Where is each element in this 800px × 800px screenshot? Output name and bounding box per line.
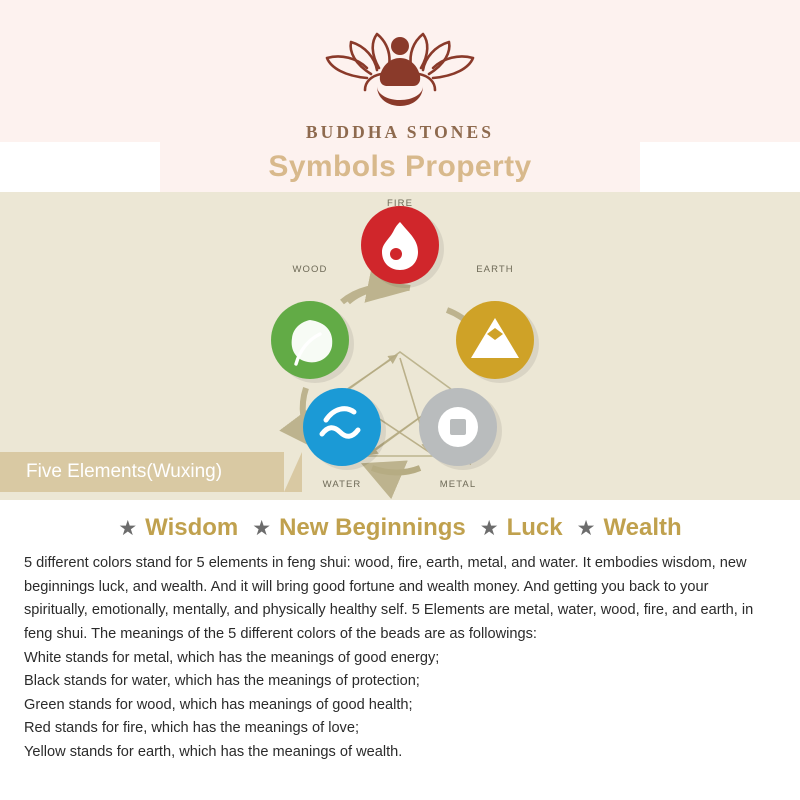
keyword-item	[480, 514, 563, 542]
keyword-label: Luck	[506, 514, 563, 541]
brand-name: BUDDHA STONES	[305, 122, 495, 142]
keywords-row	[24, 500, 776, 548]
body-content	[0, 500, 800, 800]
keyword-label: Wisdom	[145, 514, 239, 541]
node-earth	[456, 264, 539, 383]
node-water	[303, 388, 386, 490]
keyword-item	[252, 514, 466, 542]
star-icon: ★	[576, 516, 596, 540]
meaning-line: White stands for metal, which has the meanings of good energy;	[24, 649, 440, 666]
keyword-item	[118, 514, 238, 542]
ribbon-tail	[284, 452, 302, 492]
keyword-item	[577, 514, 682, 542]
meaning-line: Yellow stands for earth, which has the meanings of wealth.	[24, 744, 403, 761]
keyword-label: Wealth	[603, 514, 682, 541]
star-icon: ★	[118, 516, 138, 540]
section-label: Five Elements(Wuxing)	[26, 461, 223, 482]
node-label-fire: FIRE	[386, 198, 414, 209]
brand-logo-block	[0, 24, 800, 143]
svg-text:WATER: WATER	[322, 479, 362, 490]
lotus-meditation-logo-icon	[315, 24, 485, 116]
star-icon: ★	[252, 516, 272, 540]
section-label-ribbon	[0, 452, 284, 492]
header	[0, 0, 800, 192]
star-icon: ★	[479, 516, 499, 540]
description-paragraph: 5 different colors stand for 5 elements in feng shui: wood, fire, earth, metal, and water. It embodies wisdom, new beginnings luck, and wealth. And it will bring good fortune and wealth money. And getting you back to your spiritually, emotionally, mentally, and physically healthy self. 5 Elements are metal, water, wood, fire, and earth, in feng shui. The meanings of the 5 different colors of the beads are as followings:	[24, 555, 754, 642]
page-title: Symbols Property	[268, 150, 532, 183]
keyword-label: New Beginnings	[279, 514, 466, 541]
svg-text:METAL: METAL	[439, 479, 477, 490]
node-metal	[419, 388, 502, 490]
svg-text:WOOD: WOOD	[292, 264, 328, 275]
meaning-line: Green stands for wood, which has meanings of good health;	[24, 696, 413, 713]
svg-text:EARTH: EARTH	[476, 264, 514, 275]
meaning-line: Red stands for fire, which has the meanings of love;	[24, 720, 360, 737]
title-band	[160, 142, 640, 192]
meaning-line: Black stands for water, which has the meanings of protection;	[24, 673, 420, 690]
node-wood	[271, 264, 354, 383]
